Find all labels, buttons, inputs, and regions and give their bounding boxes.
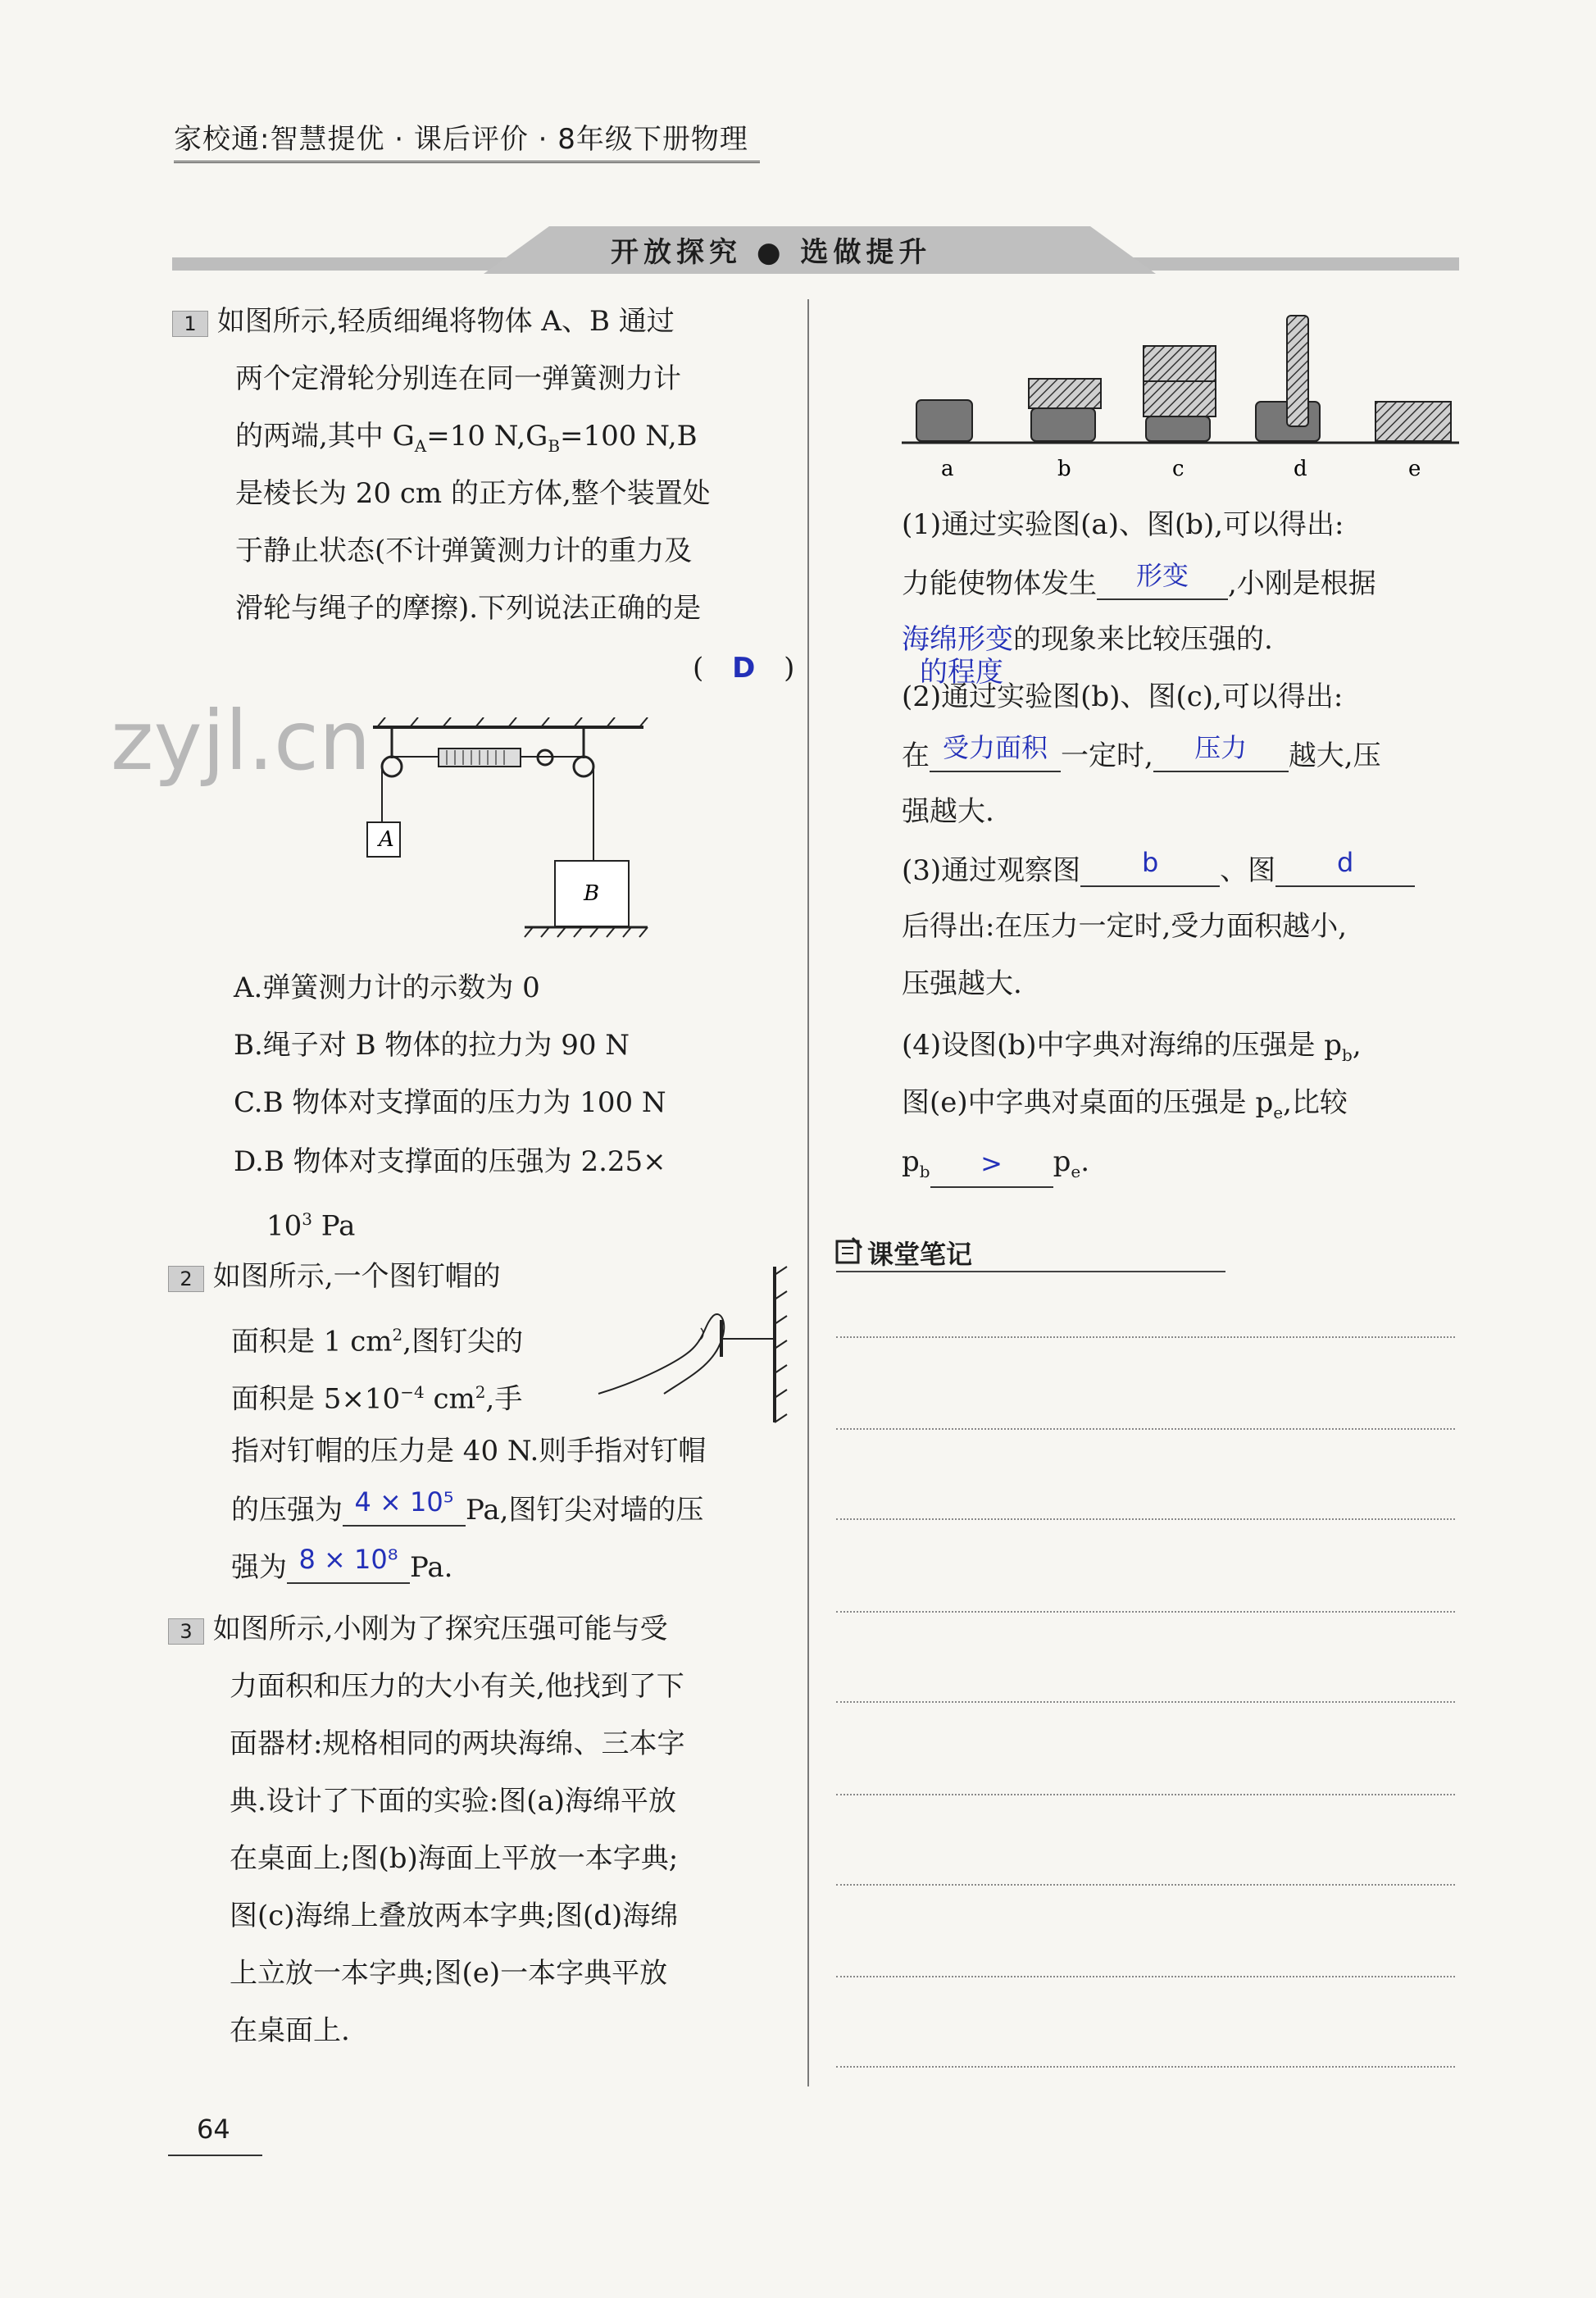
fig-label-e: e: [1408, 457, 1421, 481]
sponge-figure: [902, 312, 1459, 488]
q3-p4-answer: >: [980, 1147, 1003, 1179]
q2-line-3: 面积是 $5\times 10^{-4}$ $cm^2$,手: [231, 1382, 523, 1416]
column-divider: [807, 299, 809, 2086]
q1-answer-bracket: ( D ): [693, 652, 795, 685]
fig-label-c: c: [1172, 457, 1184, 481]
notes-line-6: [836, 1794, 1455, 1795]
q1-line-3: 的两端,其中 $G_A=10$ $N,G_B=100$ N,B: [235, 420, 698, 456]
q1-line-1: 1 如图所示,轻质细绳将物体 A、B 通过: [172, 305, 675, 338]
q3-line-4: 典.设计了下面的实验:图(a)海绵平放: [230, 1785, 677, 1818]
q3-p2-answer-1: 受力面积: [942, 732, 1048, 763]
notes-line-1: [836, 1336, 1455, 1338]
q1-number: 1: [172, 311, 208, 337]
q3-p2-answer-2: 压力: [1194, 732, 1248, 763]
q1-line-6: 滑轮与绳子的摩擦).下列说法正确的是: [235, 592, 702, 625]
q3-line-3: 面器材:规格相同的两块海绵、三本字: [230, 1727, 685, 1760]
q3-p2-line-3: 强越大.: [902, 795, 994, 828]
q2-line-1: 2 如图所示,一个图钉帽的: [168, 1260, 501, 1293]
q2-line-4: 指对钉帽的压力是 40 N.则手指对钉帽: [231, 1435, 707, 1468]
notes-line-9: [836, 2066, 1455, 2068]
q3-p1-answer-1: 形变: [1135, 560, 1189, 591]
q1-line-2: 两个定滑轮分别连在同一弹簧测力计: [235, 362, 681, 395]
q1-answer: D: [732, 652, 756, 685]
figure-label-b: B: [584, 881, 600, 906]
notebook-icon: [834, 1236, 864, 1266]
q2-answer-2: 8 × 10⁸: [298, 1544, 398, 1575]
q3-p3-line-1: (3)通过观察图 b 、图 d: [902, 853, 1415, 887]
q3-p3-answer-1: b: [1142, 847, 1159, 878]
q3-p1-line-2: 力能使物体发生 形变 ,小刚是根据: [902, 560, 1376, 600]
notes-line-7: [836, 1884, 1455, 1886]
q1-option-d: D.B 物体对支撑面的压强为 2.25×: [234, 1145, 666, 1178]
notes-line-2: [836, 1428, 1455, 1430]
q2-line-2: 面积是 1 $cm^2$,图钉尖的: [231, 1325, 524, 1358]
q2-answer-1: 4 × 10⁵: [354, 1486, 454, 1518]
q3-p1-answer-2b: 的程度: [920, 656, 1003, 689]
q1-line-5: 于静止状态(不计弹簧测力计的重力及: [235, 535, 693, 567]
q3-p1-answer-2a: 海绵形变: [902, 623, 1013, 656]
q1-option-c: C.B 物体对支撑面的压力为 100 N: [234, 1086, 666, 1119]
notes-line-3: [836, 1518, 1455, 1520]
notes-line-4: [836, 1611, 1455, 1613]
header-rule: [174, 161, 760, 163]
q3-p1-line-3: 海绵形变的现象来比较压强的.: [902, 623, 1273, 656]
q3-number: 3: [168, 1618, 204, 1645]
q3-p3-answer-2: d: [1337, 847, 1354, 878]
figure-label-a: A: [379, 827, 394, 852]
q3-line-5: 在桌面上;图(b)海面上平放一本字典;: [230, 1842, 679, 1875]
q2-line-5: 的压强为 4 × 10⁵ Pa,图钉尖对墙的压: [231, 1486, 704, 1527]
running-header: 家校通:智慧提优 · 课后评价 · 8年级下册物理: [174, 123, 748, 156]
q3-line-7: 上立放一本字典;图(e)一本字典平放: [230, 1957, 668, 1990]
page-number-rule: [168, 2155, 262, 2156]
q3-line-2: 力面积和压力的大小有关,他找到了下: [230, 1670, 684, 1703]
watermark: zyjl.cn: [111, 693, 371, 789]
q3-p3-line-2: 后得出:在压力一定时,受力面积越小,: [902, 910, 1348, 943]
notes-title-rule: [836, 1271, 1225, 1272]
q2-line-6: 强为 8 × 10⁸ Pa.: [231, 1544, 453, 1584]
q2-number: 2: [168, 1266, 204, 1292]
fig-label-b: b: [1057, 457, 1071, 481]
notes-line-5: [836, 1701, 1455, 1703]
q1-option-d-cont: $10^3$ Pa: [266, 1209, 356, 1243]
q1-option-b: B.绳子对 B 物体的拉力为 90 N: [234, 1029, 630, 1062]
page-number: 64: [197, 2114, 230, 2145]
notes-title: 课堂笔记: [867, 1239, 973, 1270]
pulley-figure: [361, 717, 656, 943]
fig-label-a: a: [941, 457, 954, 481]
q1-line-4: 是棱长为 20 cm 的正方体,整个装置处: [235, 477, 711, 510]
q3-line-8: 在桌面上.: [230, 2014, 350, 2047]
thumbtack-figure: [590, 1258, 791, 1427]
q3-p4-line-1: (4)设图(b)中字典对海绵的压强是 $p_b$,: [902, 1029, 1362, 1065]
q3-p2-line-1: (2)通过实验图(b)、图(c),可以得出:: [902, 680, 1344, 713]
q3-p2-line-2: 在 受力面积 一定时, 压力 越大,压: [902, 732, 1381, 772]
fig-label-d: d: [1294, 457, 1307, 481]
q1-option-a: A.弹簧测力计的示数为 0: [234, 972, 540, 1004]
notes-line-8: [836, 1976, 1455, 1977]
banner-title: 开放探究 ● 选做提升: [611, 236, 932, 269]
q3-p4-line-2: 图(e)中字典对桌面的压强是 $p_e$,比较: [902, 1086, 1348, 1122]
q3-p1-line-1: (1)通过实验图(a)、图(b),可以得出:: [902, 508, 1344, 541]
q3-p3-line-3: 压强越大.: [902, 967, 1022, 1000]
q3-p4-line-3: $p_b > p_e$.: [902, 1145, 1089, 1188]
q3-line-1: 3 如图所示,小刚为了探究压强可能与受: [168, 1613, 668, 1645]
q3-line-6: 图(c)海绵上叠放两本字典;图(d)海绵: [230, 1900, 679, 1932]
